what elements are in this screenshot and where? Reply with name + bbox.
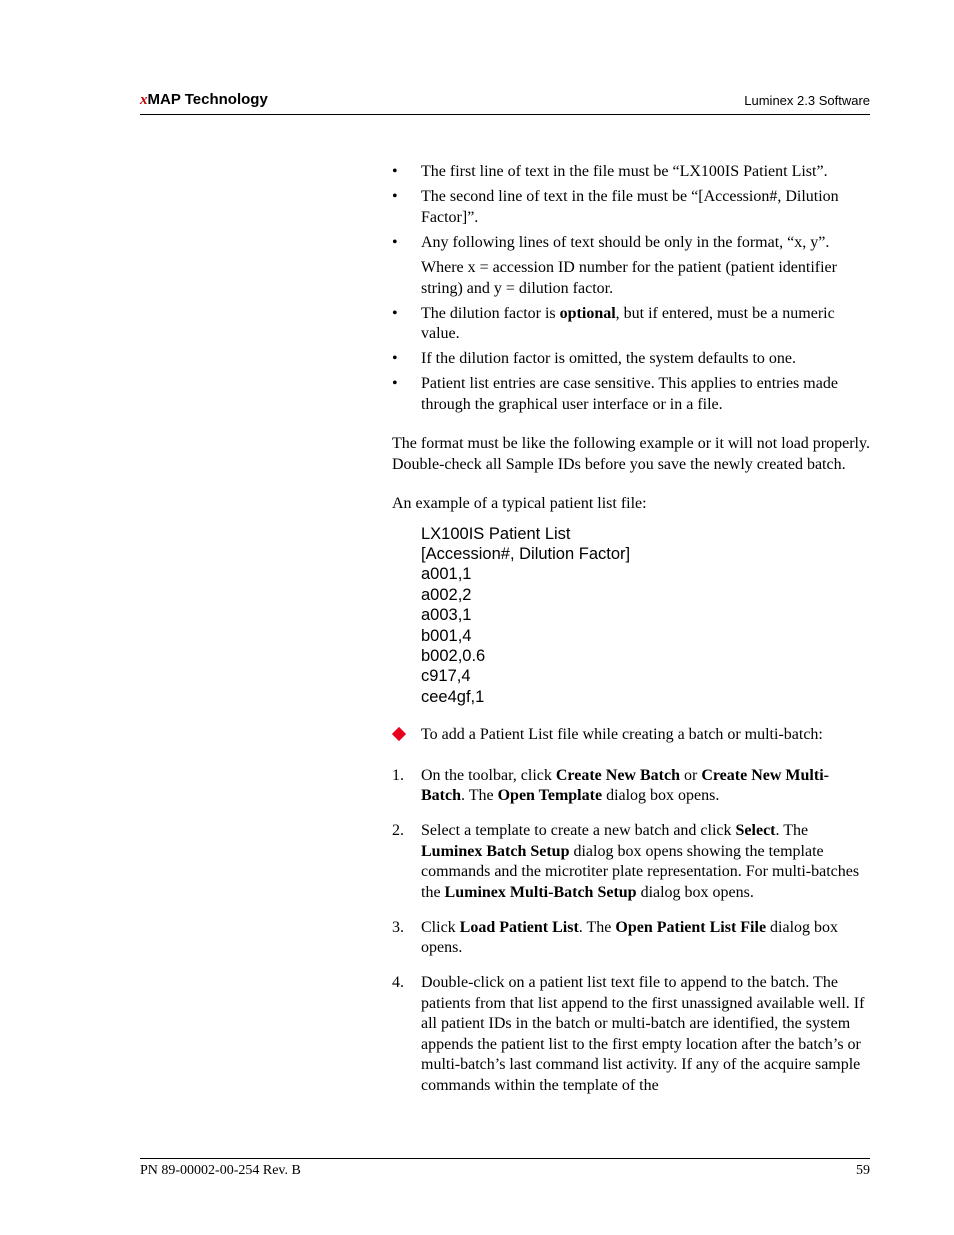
list-item-text: The first line of text in the file must be “LX100IS Patient List”. (421, 163, 828, 180)
format-paragraph: The format must be like the following example or it will not load properly. Double-check all Sample IDs before you save the newly created batch. (392, 435, 870, 473)
list-item-text: , but if entered, must be a numeric value. (421, 304, 835, 342)
procedure-steps (392, 766, 872, 1097)
ui-term: Open Patient List File (615, 918, 767, 936)
list-item-subtext: Where x = accession ID number for the patient (patient identifier string) and y = dilution factor. (421, 259, 837, 297)
code-line: a003,1 (421, 606, 472, 625)
bullet-mark: • (392, 375, 398, 392)
emphasis: optional (559, 304, 616, 322)
step-text: dialog box opens. (636, 883, 754, 901)
code-line: [Accession#, Dilution Factor] (421, 544, 631, 563)
step-text: Double-click on a patient list text file to append to the batch. The patients from that list append to the first unassigned available well. If all patient IDs in the batch or multi-batch are identified, the system appends the patient list to the first empty location after the batch’s or multi-batch’s last command list activity. If any of the acquire sample commands within the template of the (421, 974, 865, 1094)
step-number: 1. (392, 766, 404, 784)
brand-name: MAP Technology (147, 91, 268, 108)
step-text: dialog box opens. (602, 787, 720, 805)
list-item (392, 187, 872, 228)
requirements-list (392, 162, 872, 415)
step-item (392, 766, 872, 807)
step-number: 4. (392, 974, 404, 992)
step-text: Click (421, 918, 460, 936)
procedure-heading (392, 725, 872, 746)
list-item (392, 374, 872, 415)
part-number: PN 89-00002-00-254 Rev. B (140, 1163, 301, 1178)
brand-x: x (140, 92, 148, 108)
list-item (392, 233, 872, 300)
code-line: c917,4 (421, 667, 471, 686)
example-code-block (392, 524, 872, 708)
ui-term: Load Patient List (459, 918, 579, 936)
bullet-mark: • (392, 188, 398, 205)
step-text: or (679, 766, 702, 784)
list-item-text: Patient list entries are case sensitive. This applies to entries made through the graphical user interface or in a file. (421, 375, 838, 413)
list-item-text: The second line of text in the file must be “[Accession#, Dilution Factor]”. (421, 188, 839, 226)
main-content (392, 162, 872, 1111)
procedure-title: To add a Patient List file while creating a batch or multi-batch: (421, 726, 823, 744)
ui-term: Luminex Batch Setup (421, 842, 570, 860)
step-number: 2. (392, 822, 404, 840)
list-item (392, 349, 872, 370)
bullet-mark: • (392, 233, 398, 251)
step-text: On the toolbar, click (421, 766, 556, 784)
list-item-text: Any following lines of text should be only in the format, “x, y”. (421, 233, 830, 251)
step-item (392, 918, 872, 959)
code-line: a002,2 (421, 585, 472, 604)
code-line: b002,0.6 (421, 646, 486, 665)
page-footer (140, 1158, 870, 1178)
code-line: cee4gf,1 (421, 687, 485, 706)
list-item (392, 304, 872, 345)
bullet-mark: • (392, 304, 398, 322)
ui-term: Luminex Multi-Batch Setup (444, 883, 637, 901)
ui-term: Create New Multi-Batch (421, 766, 829, 805)
example-intro: An example of a typical patient list file: (392, 495, 647, 512)
bullet-mark: • (392, 163, 398, 180)
code-line: a001,1 (421, 565, 472, 584)
ui-term: Open Template (497, 787, 603, 805)
ui-term: Select (735, 822, 776, 840)
bullet-mark: • (392, 350, 398, 367)
step-text: . The (461, 787, 498, 805)
list-item (392, 162, 872, 183)
list-item-text: If the dilution factor is omitted, the system defaults to one. (421, 350, 797, 367)
page-number: 59 (856, 1163, 870, 1178)
header-product: Luminex 2.3 Software (744, 93, 870, 108)
step-text: dialog box opens. (421, 918, 839, 957)
step-number: 3. (392, 918, 404, 936)
step-text: . The (775, 822, 809, 840)
header-brand (140, 91, 268, 109)
ui-term: Create New Batch (555, 766, 680, 784)
step-text: Select a template to create a new batch and click (421, 822, 736, 840)
code-line: b001,4 (421, 626, 472, 645)
step-item (392, 821, 872, 903)
code-line: LX100IS Patient List (421, 524, 571, 543)
step-text: . The (578, 918, 616, 936)
step-text: dialog box opens showing the template commands and the microtiter plate representation. For multi-batches the (421, 842, 860, 901)
page-header (140, 90, 870, 115)
list-item-text: The dilution factor is (421, 304, 560, 322)
step-item (392, 973, 872, 1096)
diamond-icon (392, 727, 406, 741)
